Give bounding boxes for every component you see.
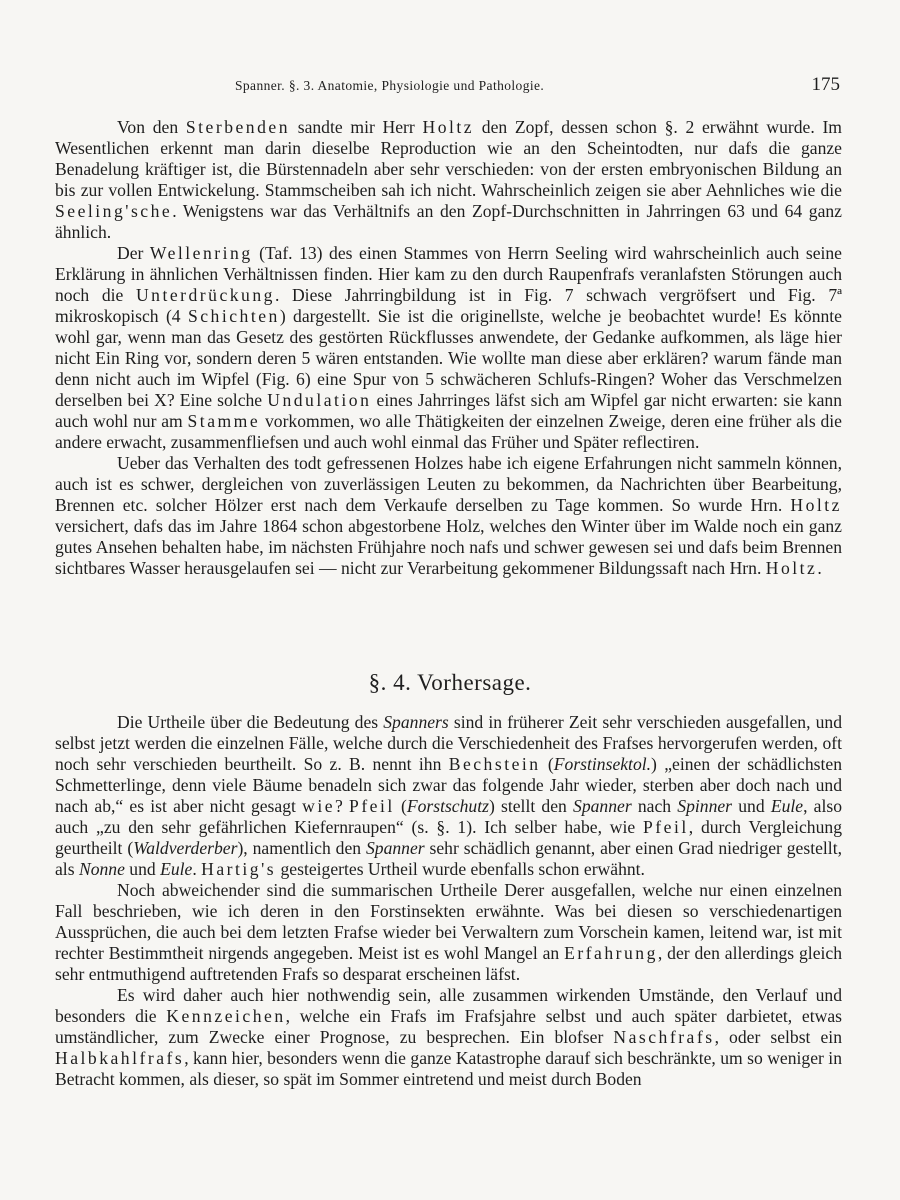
text-run: gesteigertes Urtheil wurde ebenfalls schon erwähnt.	[276, 859, 645, 879]
spaced-emphasis: Schichten	[187, 306, 280, 326]
text-run: , der den allerdings gleich sehr entmuthigend auftretenden Frafs so desparat erscheinen läfst.	[55, 943, 842, 984]
page-number: 175	[811, 74, 840, 95]
spaced-emphasis: Halbkahlfrafs	[55, 1048, 185, 1068]
spaced-emphasis: Sterbenden	[185, 117, 291, 137]
text-run: , kann hier, besonders wenn die ganze Katastrophe darauf sich beschränkte, um so weniger in Betracht kommen, als dieser, so spät im Sommer eintretend und meist durch Boden	[55, 1048, 842, 1089]
text-run: .	[817, 558, 822, 578]
spaced-emphasis: wie	[302, 796, 336, 816]
italic-term: Waldverderber	[133, 838, 238, 858]
text-run: Noch abweichender sind die summarischen Urtheile Derer ausgefallen, welche nur einen einzelnen Fall beschrieben, wie ich deren in den Forstinsekten erwähnte. Was bei diesen so verschiedenartigen Aussprüchen, die auch bei dem letzten Frafse wieder bei Verwaltern zum Vorschein kamen, leitend war, ist mit rechter Bestimmtheit nirgends angegeben. Meist ist es wohl Mangel an	[55, 880, 842, 963]
paragraph	[55, 985, 842, 1090]
italic-term: Spanner	[365, 838, 425, 858]
text-run: , also auch „zu den sehr gefährlichen Kiefernraupen“ (s. §. 1). Ich selber habe, wie	[55, 796, 843, 837]
text-run: sandte mir Herr	[290, 117, 423, 137]
text-run: nach	[631, 796, 678, 816]
spaced-emphasis: Stamme	[187, 411, 261, 431]
text-run: , welche ein Frafs im Frafsjahre selbst und auch später darbietet, etwas umständlicher, zum Zwecke einer Prognose, zu besprechen. Ein blofser	[55, 1006, 842, 1047]
text-run: eines Jahrringes läfst sich am Wipfel gar nicht erwarten: sie kann auch wohl nur am	[55, 390, 842, 431]
spaced-emphasis: Pfeil	[349, 796, 395, 816]
spaced-emphasis: Kennzeichen	[166, 1006, 286, 1026]
italic-term: Nonne	[78, 859, 125, 879]
text-run: Es wird daher auch hier nothwendig sein, alle zusammen wirkenden Umstände, den Verlauf und besonders die	[55, 985, 842, 1026]
text-run: , oder selbst ein	[714, 1027, 842, 1047]
spaced-emphasis: Naschfrafs	[613, 1027, 715, 1047]
text-run: Der	[117, 243, 150, 263]
spaced-emphasis: Unterdrückung	[135, 285, 275, 305]
text-run: Ueber das Verhalten des todt gefressenen Holzes habe ich eigene Erfahrungen nicht sammeln können, auch ist es schwer, dergleichen von zuverlässigen Leuten zu bekommen, da Nachrichten über Bearbeitung, Brennen etc. solcher Hölzer erst nach dem Verkaufe derselben zu Tage kommen. So wurde Hrn.	[55, 453, 842, 515]
text-run: Die Urtheile über die Bedeutung des	[117, 712, 384, 732]
section-4-heading: §. 4. Vorhersage.	[368, 670, 532, 695]
italic-term: Spinner	[677, 796, 733, 816]
spaced-emphasis: Pfeil	[643, 817, 689, 837]
text-run: den Zopf, dessen schon §. 2 erwähnt wurde. Im Wesentlichen erkennt man darin dieselbe Reproduction wie an den Scheintodten, nur dafs die ganze Benadelung kräftiger ist, die Bürstennadeln aber sehr verschieden: von der ersten embryonischen Bildung an bis zur vollen Entwickelung. Stammscheiben sah ich nicht. Wahrscheinlich zeigen sie aber Aehnliches wie die	[55, 117, 842, 200]
spaced-emphasis: Erfahrung	[564, 943, 658, 963]
text-run: und	[124, 859, 161, 879]
section-3-body	[55, 117, 842, 579]
paragraph	[55, 880, 842, 985]
text-run: sind in früherer Zeit sehr verschieden ausgefallen, und selbst jetzt werden die einzelnen Fälle, welche durch die Verschiedenheit des Frafses hervorgerufen werden, oft noch sehr verschieden beurtheilt. So z. B. nennt ihn	[55, 712, 842, 774]
text-run: vorkommen, wo alle Thätigkeiten der einzelnen Zweige, deren eine früher als die andere erwacht, zusammenfliefsen und auch wohl einmal das Früher und Später reflectiren.	[55, 411, 842, 452]
italic-term: Forstschutz	[406, 796, 489, 816]
spaced-emphasis: Holtz	[422, 117, 475, 137]
text-run: ), namentlich den	[237, 838, 366, 858]
text-run: ?	[335, 796, 350, 816]
text-run: ) „einen der schädlichsten Schmetterlinge, denn viele Bäume benadeln sich zwar das folgende Jahr wieder, sterben aber doch nach und nach ab,“ es ist aber nicht gesagt	[55, 754, 842, 816]
spaced-emphasis: Wellenring	[149, 243, 253, 263]
text-run: (Taf. 13) des einen Stammes von Herrn Seeling wird wahrscheinlich auch seine Erklärung in ähnlichen Verhältnissen finden. Hier kam zu den durch Raupenfrafs veranlafsten Störungen auch noch die	[55, 243, 842, 305]
text-run: versichert, dafs das im Jahre 1864 schon abgestorbene Holz, welches den Winter über im Walde noch ein ganz gutes Ansehen behalten habe, im nächsten Frühjahre noch nafs und schwer gewesen sei und dafs beim Brennen sichtbares Wasser herausgelaufen sei — nicht zur Verarbeitung gekommener Bildungssaft nach Hrn.	[55, 516, 842, 578]
italic-term: Eule	[160, 859, 193, 879]
text-run: (	[540, 754, 554, 774]
paragraph	[55, 243, 842, 453]
paragraph	[55, 712, 842, 880]
text-run: ) stellt den	[488, 796, 574, 816]
text-run: (	[394, 796, 407, 816]
text-run: ) dargestellt. Sie ist die originellste, welche je beobachtet wurde! Es könnte wohl gar, wenn man das Gesetz des gestörten Rückflusses anwendete, der Gedanke aufkommen, als läge hier nicht Ein Ring vor, sondern deren 5 wären entstanden. Wie wollte man diese aber erklären? warum fände man denn nicht auch im Wipfel (Fig. 6) eine Spur von 5 schwächeren Schlufs-Ringen? Woher das Verschmelzen derselben bei X? Eine solche	[55, 306, 842, 410]
italic-term: Eule	[770, 796, 804, 816]
italic-term: Forstinsektol.	[553, 754, 652, 774]
paragraph	[55, 453, 842, 579]
page-header	[50, 72, 840, 100]
spaced-emphasis: Holtz	[790, 495, 842, 515]
paragraph	[55, 117, 842, 243]
text-run: Von den	[117, 117, 186, 137]
spaced-emphasis: Bechstein	[448, 754, 541, 774]
text-run: .	[192, 859, 202, 879]
running-title: Spanner. §. 3. Anatomie, Physiologie und Pathologie.	[235, 78, 545, 93]
italic-term: Spanner	[573, 796, 632, 816]
text-run: , durch Vergleichung geurtheilt (	[55, 817, 842, 858]
spaced-emphasis: Undulation	[267, 390, 372, 410]
spaced-emphasis: Seeling'sche	[55, 201, 173, 221]
spaced-emphasis: Hartig's	[201, 859, 277, 879]
text-run: sehr schädlich genannt, aber einen Grad niedriger gestellt, als	[55, 838, 842, 879]
spaced-emphasis: Holtz	[765, 558, 818, 578]
italic-term: Spanners	[383, 712, 449, 732]
text-run: und	[732, 796, 771, 816]
text-run: . Wenigstens war das Verhältnifs an den Zopf-Durchschnitten in Jahrringen 63 und 64 ganz ähnlich.	[55, 201, 842, 242]
text-run: . Diese Jahrringbildung ist in Fig. 7 schwach vergröfsert und Fig. 7ª mikroskopisch (4	[55, 285, 842, 326]
section-4-body	[55, 712, 842, 1090]
